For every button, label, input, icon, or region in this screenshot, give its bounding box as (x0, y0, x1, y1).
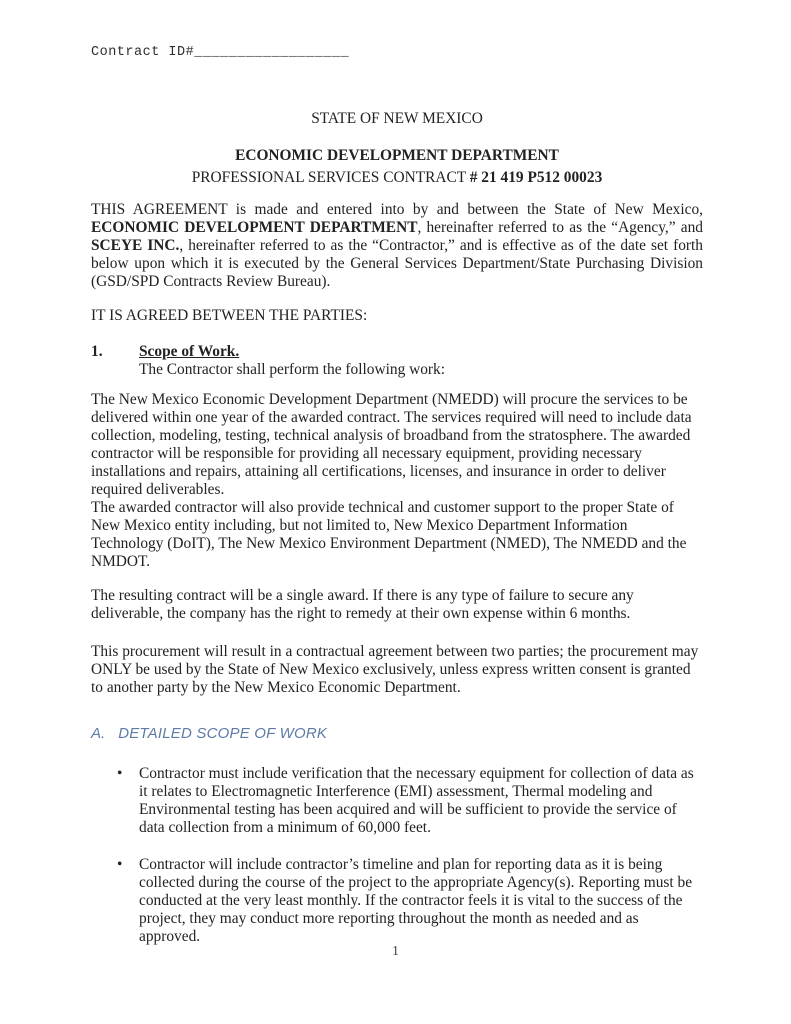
section-1-number: 1. (91, 343, 103, 360)
bullet-text: Contractor must include verification that the necessary equipment for collection of data as it relates to Electromagnetic Interference (EMI) assessment, Thermal modeling and Environmental testing has been acquired and will be sufficient to provide the service of data collection from a minimum of 60,000 feet. (139, 765, 694, 836)
scope-paragraph-1: The New Mexico Economic Development Department (NMEDD) will procure the services to be delivered within one year of the awarded contract. The services required will need to include data collection, modeling, testing, technical analysis of broadband from the stratosphere. The awarded contractor will be responsible for providing all necessary equipment, providing necessary installations and repairs, attaining all certifications, licenses, and insurance in order to deliver required deliverables. (91, 391, 692, 498)
intro-text: , hereinafter referred to as the “Agency,” and (417, 219, 703, 236)
department-title: ECONOMIC DEVELOPMENT DEPARTMENT (235, 147, 559, 164)
contract-title-line (91, 167, 703, 189)
agreement-statement: IT IS AGREED BETWEEN THE PARTIES: (91, 307, 368, 324)
section-a-heading (91, 725, 703, 743)
state-title: STATE OF NEW MEXICO (311, 110, 483, 127)
contract-title-text: PROFESSIONAL SERVICES CONTRACT (191, 169, 470, 186)
scope-paragraph-2: The awarded contractor will also provide technical and customer support to the proper State of New Mexico entity including, but not limited to, New Mexico Department Information Technology (DoIT), The New Mexico Environment Department (NMED), The NMEDD and the NMDOT. (91, 499, 687, 570)
bullet-icon: • (117, 856, 123, 873)
detailed-scope-bullet-list (91, 765, 703, 946)
intro-contractor-name: SCEYE INC. (91, 237, 180, 254)
contract-id-label: Contract ID# (91, 45, 195, 60)
intro-text: THIS AGREEMENT is made and entered into by and between the State of New Mexico, (91, 201, 703, 218)
document-title-block (91, 108, 703, 189)
bullet-item (117, 765, 703, 837)
contract-id-blank-underline: __________________ (194, 45, 350, 60)
page-number: 1 (392, 943, 399, 958)
intro-text: , hereinafter referred to as the “Contractor,” and is effective as of the date set forth below upon which it is executed by the General Services Department/State Purchasing Division (GSD/SPD Contracts Review Bureau). (91, 237, 703, 290)
bullet-text: Contractor will include contractor’s timeline and plan for reporting data as it is being collected during the course of the project to the appropriate Agency(s). Reporting must be conducted at the very least monthly. If the contractor feels it is vital to the success of the project, they may conduct more reporting throughout the month as needed and as approved. (139, 856, 693, 945)
scope-paragraph-3: The resulting contract will be a single award. If there is any type of failure to secure any deliverable, the company has the right to remedy at their own expense within 6 months. (91, 587, 634, 622)
bullet-icon: • (117, 765, 123, 782)
section-1-heading (91, 343, 703, 361)
intro-agency-name: ECONOMIC DEVELOPMENT DEPARTMENT (91, 219, 418, 236)
section-1-subtitle: The Contractor shall perform the following work: (139, 361, 446, 378)
contract-id-line (91, 44, 703, 62)
bullet-item (117, 856, 703, 946)
agreement-intro-paragraph (91, 201, 703, 291)
section-1-title: Scope of Work. (139, 343, 240, 360)
contract-number: # 21 419 P512 00023 (469, 169, 603, 186)
scope-paragraph-4: This procurement will result in a contractual agreement between two parties; the procurement may ONLY be used by the State of New Mexico exclusively, unless express written consent is granted to another party by the New Mexico Economic Department. (91, 643, 699, 696)
section-a-label: A. (91, 725, 106, 742)
section-a-title: DETAILED SCOPE OF WORK (118, 725, 328, 742)
